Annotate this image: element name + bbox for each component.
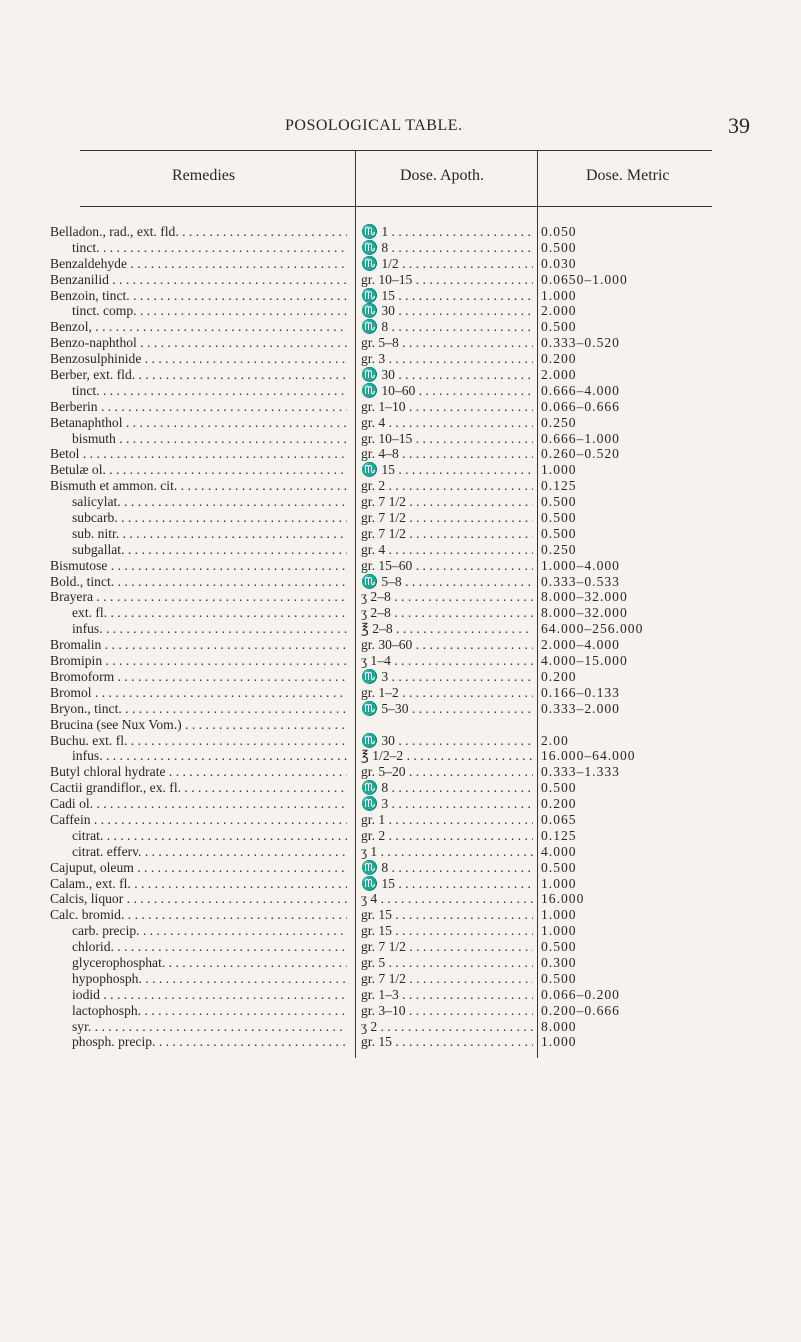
table-row <box>50 780 740 796</box>
table-row <box>50 319 740 335</box>
dose-apoth-cell: gr. 1–10 . . . <box>361 399 533 415</box>
dose-metric-cell: 0.030 <box>541 255 577 271</box>
table-row <box>50 383 740 399</box>
table-row <box>50 542 740 558</box>
remedy-cell: Berber, ext. fld. . . . <box>50 367 347 383</box>
dose-metric-cell: 8.000–32.000 <box>541 605 628 621</box>
remedy-cell: tinct. . . . <box>72 240 347 256</box>
remedy-cell: Benzanilid . . . <box>50 272 347 288</box>
table-row <box>50 621 740 637</box>
table-row <box>50 860 740 876</box>
dose-metric-cell: 0.065 <box>541 811 577 827</box>
table-row <box>50 303 740 319</box>
dose-metric-cell: 1.000 <box>541 462 577 478</box>
dose-metric-cell: 2.000 <box>541 367 577 383</box>
table-row <box>50 415 740 431</box>
dose-metric-cell: 0.0650–1.000 <box>541 271 628 287</box>
dose-metric-cell: 0.066–0.200 <box>541 986 620 1002</box>
table-header-rule <box>80 206 712 207</box>
dose-metric-cell: 1.000 <box>541 907 577 923</box>
dose-metric-cell: 0.200 <box>541 351 577 367</box>
table-row <box>50 891 740 907</box>
dose-apoth-cell: ʒ 2 . . . <box>361 1019 533 1035</box>
remedy-cell: infus. . . . <box>72 621 347 637</box>
dose-apoth-cell: gr. 30–60 . . . <box>361 637 533 653</box>
remedy-cell: citrat. . . . <box>72 828 347 844</box>
dose-apoth-cell: ℥ 1/2–2 . . . <box>361 748 533 764</box>
table-row <box>50 240 740 256</box>
table-row <box>50 510 740 526</box>
dose-metric-cell: 0.500 <box>541 319 577 335</box>
dose-apoth-cell: gr. 15 . . . <box>361 907 533 923</box>
dose-apoth-cell: gr. 2 . . . <box>361 478 533 494</box>
dose-metric-cell: 0.500 <box>541 525 577 541</box>
table-row <box>50 478 740 494</box>
table-row <box>50 844 740 860</box>
dose-apoth-cell: gr. 10–15 . . . <box>361 431 533 447</box>
header-dose-metric: Dose. Metric <box>586 167 670 184</box>
dose-apoth-cell: gr. 15 . . . <box>361 1034 533 1050</box>
remedy-cell: Betol . . . <box>50 446 347 462</box>
table-row <box>50 685 740 701</box>
table-row <box>50 1034 740 1050</box>
dose-apoth-cell: ʒ 1 . . . <box>361 844 533 860</box>
remedy-cell: Benzaldehyde . . . <box>50 256 347 272</box>
dose-apoth-cell: ♏ 3 . . . <box>361 669 533 685</box>
table-row <box>50 272 740 288</box>
running-head <box>0 113 801 141</box>
table-row <box>50 828 740 844</box>
dose-metric-cell: 2.000–4.000 <box>541 637 620 653</box>
table-row <box>50 494 740 510</box>
dose-apoth-cell: gr. 7 1/2 . . . <box>361 510 533 526</box>
remedy-cell: sub. nitr. . . . <box>72 526 347 542</box>
dose-apoth-cell: gr. 3 . . . <box>361 351 533 367</box>
dose-metric-cell: 16.000 <box>541 891 585 907</box>
dose-apoth-cell: gr. 7 1/2 . . . <box>361 939 533 955</box>
dose-apoth-cell: ♏ 8 . . . <box>361 780 533 796</box>
dose-metric-cell: 0.333–0.520 <box>541 335 620 351</box>
dose-apoth-cell: ʒ 1–4 . . . <box>361 653 533 669</box>
table-row <box>50 733 740 749</box>
dose-metric-cell: 8.000 <box>541 1018 577 1034</box>
table-row <box>50 605 740 621</box>
remedy-cell: Caffein . . . <box>50 812 347 828</box>
table-row <box>50 574 740 590</box>
dose-apoth-cell: ʒ 2–8 . . . <box>361 589 533 605</box>
remedy-cell: Bromoform . . . <box>50 669 347 685</box>
dose-metric-cell: 1.000 <box>541 875 577 891</box>
header-remedies: Remedies <box>172 167 236 184</box>
dose-apoth-cell: gr. 1 . . . <box>361 812 533 828</box>
remedy-cell: salicylat. . . . <box>72 494 347 510</box>
table-row <box>50 955 740 971</box>
remedy-cell: Butyl chloral hydrate . . . <box>50 764 347 780</box>
remedy-cell: Belladon., rad., ext. fld. . . . <box>50 224 347 240</box>
dose-apoth-cell: gr. 1–3 . . . <box>361 987 533 1003</box>
dose-metric-cell: 1.000 <box>541 287 577 303</box>
dose-apoth-cell: ♏ 5–8 . . . <box>361 574 533 590</box>
remedy-cell: Calam., ext. fl. . . . <box>50 876 347 892</box>
remedy-cell: ext. fl. . . . <box>72 605 347 621</box>
dose-apoth-cell: ♏ 5–30 . . . <box>361 701 533 717</box>
remedy-cell: Bromol . . . <box>50 685 347 701</box>
dose-apoth-cell: ♏ 8 . . . <box>361 319 533 335</box>
running-title: POSOLOGICAL TABLE. <box>285 117 463 134</box>
dose-apoth-cell: ♏ 1 . . . <box>361 224 533 240</box>
remedy-cell: syr. . . . <box>72 1019 347 1035</box>
dose-metric-cell: 0.500 <box>541 510 577 526</box>
dose-apoth-cell: ʒ 2–8 . . . <box>361 605 533 621</box>
remedy-cell: bismuth . . . <box>72 431 347 447</box>
dose-metric-cell: 0.500 <box>541 939 577 955</box>
dose-apoth-cell: ♏ 8 . . . <box>361 240 533 256</box>
table-row <box>50 764 740 780</box>
table-row <box>50 637 740 653</box>
remedy-cell: infus. . . . <box>72 748 347 764</box>
remedy-cell: chlorid. . . . <box>72 939 347 955</box>
table-row <box>50 701 740 717</box>
table-row <box>50 987 740 1003</box>
dose-metric-cell: 0.250 <box>541 414 577 430</box>
dose-apoth-cell: ♏ 15 . . . <box>361 288 533 304</box>
remedy-cell: Cactii grandiflor., ex. fl. . . . <box>50 780 347 796</box>
dose-metric-cell: 0.200 <box>541 668 577 684</box>
remedy-cell: glycerophosphat. . . . <box>72 955 347 971</box>
dose-apoth-cell: ♏ 30 . . . <box>361 367 533 383</box>
posological-table <box>50 150 740 1058</box>
dose-apoth-cell: ♏ 15 . . . <box>361 876 533 892</box>
remedy-cell: lactophosph. . . . <box>72 1003 347 1019</box>
remedy-cell: Cajuput, oleum . . . <box>50 860 347 876</box>
dose-metric-cell: 0.333–2.000 <box>541 700 620 716</box>
dose-metric-cell: 0.666–4.000 <box>541 382 620 398</box>
remedy-cell: subgallat. . . . <box>72 542 347 558</box>
table-row <box>50 812 740 828</box>
dose-metric-cell: 0.500 <box>541 494 577 510</box>
dose-apoth-cell: gr. 3–10 . . . <box>361 1003 533 1019</box>
dose-apoth-cell: gr. 4–8 . . . <box>361 446 533 462</box>
remedy-cell: Bryon., tinct. . . . <box>50 701 347 717</box>
dose-metric-cell: 0.500 <box>541 970 577 986</box>
remedy-cell: Benzoin, tinct. . . . <box>50 288 347 304</box>
dose-apoth-cell: ʒ 4 . . . <box>361 891 533 907</box>
dose-metric-cell: 64.000–256.000 <box>541 621 644 637</box>
dose-apoth-cell: gr. 4 . . . <box>361 542 533 558</box>
remedy-cell: tinct. . . . <box>72 383 347 399</box>
remedy-cell: Brucina (see Nux Vom.) . . . <box>50 717 347 733</box>
remedy-cell: Bold., tinct. . . . <box>50 574 347 590</box>
dose-metric-cell: 0.166–0.133 <box>541 684 620 700</box>
table-row <box>50 446 740 462</box>
remedy-cell: phosph. precip. . . . <box>72 1034 347 1050</box>
page-number: 39 <box>728 113 750 138</box>
dose-metric-cell: 0.260–0.520 <box>541 446 620 462</box>
dose-apoth-cell: gr. 7 1/2 . . . <box>361 971 533 987</box>
remedy-cell: hypophosph. . . . <box>72 971 347 987</box>
table-row <box>50 971 740 987</box>
dose-metric-cell: 0.333–1.333 <box>541 764 620 780</box>
dose-apoth-cell: gr. 15–60 . . . <box>361 558 533 574</box>
remedy-cell: Bromalin . . . <box>50 637 347 653</box>
dose-metric-cell: 0.500 <box>541 239 577 255</box>
remedy-cell: Buchu. ext. fl. . . . <box>50 733 347 749</box>
dose-metric-cell: 0.200–0.666 <box>541 1002 620 1018</box>
dose-metric-cell: 0.125 <box>541 827 577 843</box>
remedy-cell: Bismutose . . . <box>50 558 347 574</box>
dose-apoth-cell: gr. 15 . . . <box>361 923 533 939</box>
remedy-cell: Brayera . . . <box>50 589 347 605</box>
remedy-cell: carb. precip. . . . <box>72 923 347 939</box>
remedy-cell: Cadi ol. . . . <box>50 796 347 812</box>
dose-apoth-cell: ♏ 1/2 . . . <box>361 256 533 272</box>
dose-apoth-cell: gr. 5 . . . <box>361 955 533 971</box>
dose-metric-cell: 1.000–4.000 <box>541 557 620 573</box>
dose-metric-cell: 4.000 <box>541 843 577 859</box>
table-row <box>50 558 740 574</box>
dose-apoth-cell: gr. 5–8 . . . <box>361 335 533 351</box>
dose-metric-cell: 0.200 <box>541 796 577 812</box>
dose-metric-cell: 0.250 <box>541 541 577 557</box>
table-row <box>50 923 740 939</box>
dose-metric-cell: 8.000–32.000 <box>541 589 628 605</box>
remedy-cell: citrat. efferv. . . . <box>72 844 347 860</box>
dose-metric-cell: 0.066–0.666 <box>541 398 620 414</box>
table-row <box>50 669 740 685</box>
dose-apoth-cell: gr. 7 1/2 . . . <box>361 526 533 542</box>
table-row <box>50 907 740 923</box>
table-body <box>50 224 740 1050</box>
dose-apoth-cell: gr. 1–2 . . . <box>361 685 533 701</box>
dose-metric-cell: 0.500 <box>541 859 577 875</box>
dose-metric-cell: 0.500 <box>541 780 577 796</box>
table-row <box>50 748 740 764</box>
table-row <box>50 224 740 240</box>
table-row <box>50 939 740 955</box>
remedy-cell: tinct. comp. . . . <box>72 303 347 319</box>
header-dose-apoth: Dose. Apoth. <box>400 167 484 184</box>
remedy-cell: Benzo-naphthol . . . <box>50 335 347 351</box>
dose-apoth-cell: ♏ 15 . . . <box>361 462 533 478</box>
remedy-cell: subcarb. . . . <box>72 510 347 526</box>
table-row <box>50 1003 740 1019</box>
dose-apoth-cell: ♏ 10–60 . . . <box>361 383 533 399</box>
remedy-cell: Benzol, . . . <box>50 319 347 335</box>
remedy-cell: Calcis, liquor . . . <box>50 891 347 907</box>
dose-apoth-cell: ♏ 3 . . . <box>361 796 533 812</box>
remedy-cell: Benzosulphinide . . . <box>50 351 347 367</box>
remedy-cell: Bismuth et ammon. cit. . . . <box>50 478 347 494</box>
dose-metric-cell: 4.000–15.000 <box>541 653 628 669</box>
dose-apoth-cell: ℥ 2–8 . . . <box>361 621 533 637</box>
dose-metric-cell: 0.333–0.533 <box>541 573 620 589</box>
dose-apoth-cell: gr. 2 . . . <box>361 828 533 844</box>
dose-metric-cell: 2.000 <box>541 303 577 319</box>
dose-metric-cell: 1.000 <box>541 923 577 939</box>
table-row <box>50 335 740 351</box>
table-row <box>50 526 740 542</box>
table-top-rule <box>80 150 712 151</box>
table-row <box>50 351 740 367</box>
dose-apoth-cell: gr. 5–20 . . . <box>361 764 533 780</box>
dose-apoth-cell: ♏ 30 . . . <box>361 303 533 319</box>
dose-metric-cell: 0.666–1.000 <box>541 430 620 446</box>
remedy-cell: Betulæ ol. . . . <box>50 462 347 478</box>
table-row <box>50 288 740 304</box>
dose-apoth-cell: ♏ 8 . . . <box>361 860 533 876</box>
dose-metric-cell: 0.300 <box>541 954 577 970</box>
remedy-cell: iodid . . . <box>72 987 347 1003</box>
dose-apoth-cell: gr. 10–15 . . . <box>361 272 533 288</box>
dose-apoth-cell: gr. 4 . . . <box>361 415 533 431</box>
table-row <box>50 796 740 812</box>
table-row <box>50 653 740 669</box>
table-row <box>50 431 740 447</box>
dose-apoth-cell: ♏ 30 . . . <box>361 733 533 749</box>
dose-metric-cell: 1.000 <box>541 1034 577 1050</box>
dose-metric-cell: 16.000–64.000 <box>541 748 636 764</box>
table-row <box>50 462 740 478</box>
table-row <box>50 399 740 415</box>
table-row <box>50 589 740 605</box>
remedy-cell: Betanaphthol . . . <box>50 415 347 431</box>
dose-metric-cell: 0.050 <box>541 224 577 239</box>
dose-metric-cell: 2.00 <box>541 732 569 748</box>
table-row <box>50 876 740 892</box>
table-row <box>50 256 740 272</box>
remedy-cell: Calc. bromid. . . . <box>50 907 347 923</box>
table-row <box>50 717 740 733</box>
dose-metric-cell: 0.125 <box>541 478 577 494</box>
table-row <box>50 1019 740 1035</box>
remedy-cell: Bromipin . . . <box>50 653 347 669</box>
dose-apoth-cell: gr. 7 1/2 . . . <box>361 494 533 510</box>
table-row <box>50 367 740 383</box>
remedy-cell: Berberin . . . <box>50 399 347 415</box>
